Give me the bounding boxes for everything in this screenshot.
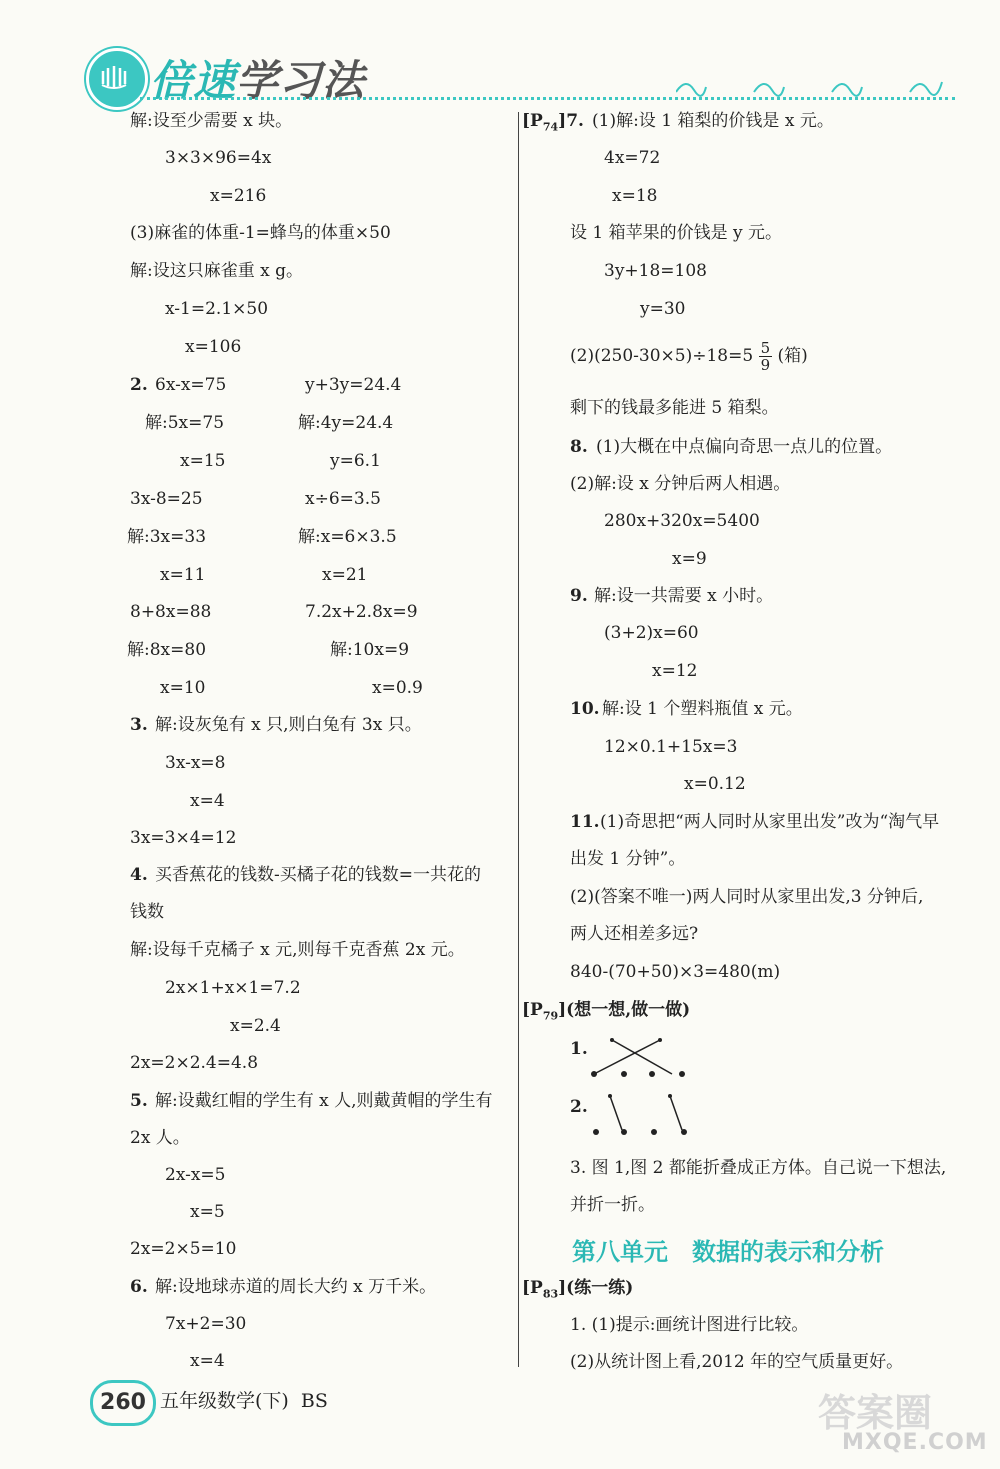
matching-lines-diagram	[590, 1090, 700, 1140]
watermark-url: MXQE.COM	[842, 1430, 988, 1455]
question-number: 4.	[130, 865, 148, 885]
answer-line: 解:设戴红帽的学生有 x 人,则戴黄帽的学生有	[155, 1091, 493, 1111]
equation: 7.2x+2.8x=9	[305, 602, 418, 622]
question-number: 2.	[570, 1097, 588, 1117]
brand-title: 倍速学习法	[150, 56, 366, 105]
answer-line: 并折一折。	[570, 1195, 655, 1215]
answer-line: 1. (1)提示:画统计图进行比较。	[570, 1315, 809, 1335]
equation: 3x-8=25	[130, 489, 203, 509]
equation: 3y+18=108	[604, 261, 707, 281]
answer-line: 设 1 箱苹果的价钱是 y 元。	[570, 223, 783, 243]
equation: 4x=72	[604, 148, 661, 168]
equation: y+3y=24.4	[305, 375, 402, 395]
equation: x=21	[322, 565, 368, 585]
equation: 8+8x=88	[130, 602, 212, 622]
equation: 280x+320x=5400	[604, 511, 760, 531]
question-number: 1.	[570, 1039, 588, 1059]
equation: x=12	[652, 661, 698, 681]
answer-line: (1)奇思把“两人同时从家里出发”改为“淘气早	[600, 812, 940, 832]
equation: (2)(250-30×5)÷18=5 $\frac{5}{9}$ (箱)	[570, 339, 808, 374]
equation: x=0.12	[684, 774, 746, 794]
equation: 840-(70+50)×3=480(m)	[570, 962, 781, 982]
page-reference-tag: $[P_{79}]$(想一想,做一做)	[522, 1000, 691, 1023]
answer-line: (1)大概在中点偏向奇思一点儿的位置。	[596, 437, 893, 457]
equation: 2x=2×5=10	[130, 1239, 237, 1259]
equation: 解:x=6×3.5	[298, 527, 397, 547]
equation: x=4	[190, 791, 225, 811]
answer-line: 解:设地球赤道的周长大约 x 万千米。	[155, 1277, 437, 1297]
equation: x=0.9	[372, 678, 423, 698]
book-title: 五年级数学(下) BS	[160, 1390, 328, 1412]
answer-line: 2x 人。	[130, 1128, 190, 1148]
answer-line: (3)麻雀的体重-1=蜂鸟的体重×50	[130, 223, 391, 243]
equation: x=2.4	[230, 1016, 281, 1036]
question-number: 10.	[570, 699, 600, 719]
equation: 解:10x=9	[330, 640, 410, 660]
page-number: 260	[90, 1380, 156, 1426]
question-number: 9.	[570, 586, 588, 606]
equation: x=15	[180, 451, 226, 471]
answer-line: 钱数	[130, 902, 164, 922]
equation: 3x=3×4=12	[130, 828, 237, 848]
equation: 解:4y=24.4	[298, 413, 394, 433]
equation: y=30	[640, 299, 686, 319]
equation: (3+2)x=60	[604, 623, 699, 643]
answer-line: (2)解:设 x 分钟后两人相遇。	[570, 474, 791, 494]
equation: x=10	[160, 678, 206, 698]
watermark-logo: 答案圈	[818, 1391, 933, 1435]
equation: 2x-x=5	[165, 1165, 226, 1185]
equation: x=216	[210, 186, 267, 206]
answer-line: (2)从统计图上看,2012 年的空气质量更好。	[570, 1352, 904, 1372]
answer-line: 两人还相差多远?	[570, 924, 699, 944]
equation: 2x×1+x×1=7.2	[165, 978, 301, 998]
answer-line: 解:设至少需要 x 块。	[130, 111, 293, 131]
equation: x-1=2.1×50	[165, 299, 269, 319]
answer-line: 出发 1 分钟”。	[570, 849, 686, 869]
question-number: 3.	[130, 715, 148, 735]
fraction: $\frac{5}{9}$	[760, 339, 771, 374]
column-divider	[518, 112, 519, 1367]
equation: 解:8x=80	[127, 640, 207, 660]
answer-line: 解:设每千克橘子 x 元,则每千克香蕉 2x 元。	[130, 940, 465, 960]
equation: 12×0.1+15x=3	[604, 737, 738, 757]
answer-line: 解:设 1 个塑料瓶值 x 元。	[602, 699, 803, 719]
answer-line: (1)解:设 1 箱梨的价钱是 x 元。	[592, 111, 834, 131]
book-logo-icon	[86, 48, 148, 110]
question-number: 2.	[130, 375, 148, 395]
page-reference-tag: $[P_{74}]7$.	[522, 111, 584, 134]
answer-line: 3. 图 1,图 2 都能折叠成正方体。自己说一下想法,	[570, 1158, 947, 1178]
equation: 解:5x=75	[145, 413, 225, 433]
page-reference-tag: $[P_{83}]$(练一练)	[522, 1278, 634, 1301]
matching-lines-diagram	[590, 1034, 700, 1082]
answer-line: 解:设灰兔有 x 只,则白兔有 3x 只。	[155, 715, 422, 735]
answer-line: 解:设一共需要 x 小时。	[594, 586, 774, 606]
question-number: 8.	[570, 437, 588, 457]
decorative-curls-icon	[676, 72, 956, 102]
equation: 解:3x=33	[127, 527, 207, 547]
equation: y=6.1	[330, 451, 381, 471]
question-number: 6.	[130, 1277, 148, 1297]
equation: x=9	[672, 549, 707, 569]
equation: 6x-x=75	[155, 375, 227, 395]
section-title: 第八单元 数据的表示和分析	[572, 1238, 884, 1266]
equation: x=18	[612, 186, 658, 206]
equation: x=106	[185, 337, 242, 357]
equation: x=5	[190, 1202, 225, 1222]
answer-line: (2)(答案不唯一)两人同时从家里出发,3 分钟后,	[570, 887, 924, 907]
equation: 2x=2×2.4=4.8	[130, 1053, 259, 1073]
answer-line: 解:设这只麻雀重 x g。	[130, 261, 304, 281]
question-number: 11.	[570, 812, 600, 832]
equation: x=4	[190, 1351, 225, 1371]
question-number: 5.	[130, 1091, 148, 1111]
equation: 3×3×96=4x	[165, 148, 272, 168]
equation: x÷6=3.5	[305, 489, 381, 509]
answer-line: 买香蕉花的钱数-买橘子花的钱数=一共花的	[155, 865, 481, 885]
equation: 7x+2=30	[165, 1314, 247, 1334]
equation: x=11	[160, 565, 206, 585]
equation: 3x-x=8	[165, 753, 226, 773]
answer-line: 剩下的钱最多能进 5 箱梨。	[570, 398, 779, 418]
